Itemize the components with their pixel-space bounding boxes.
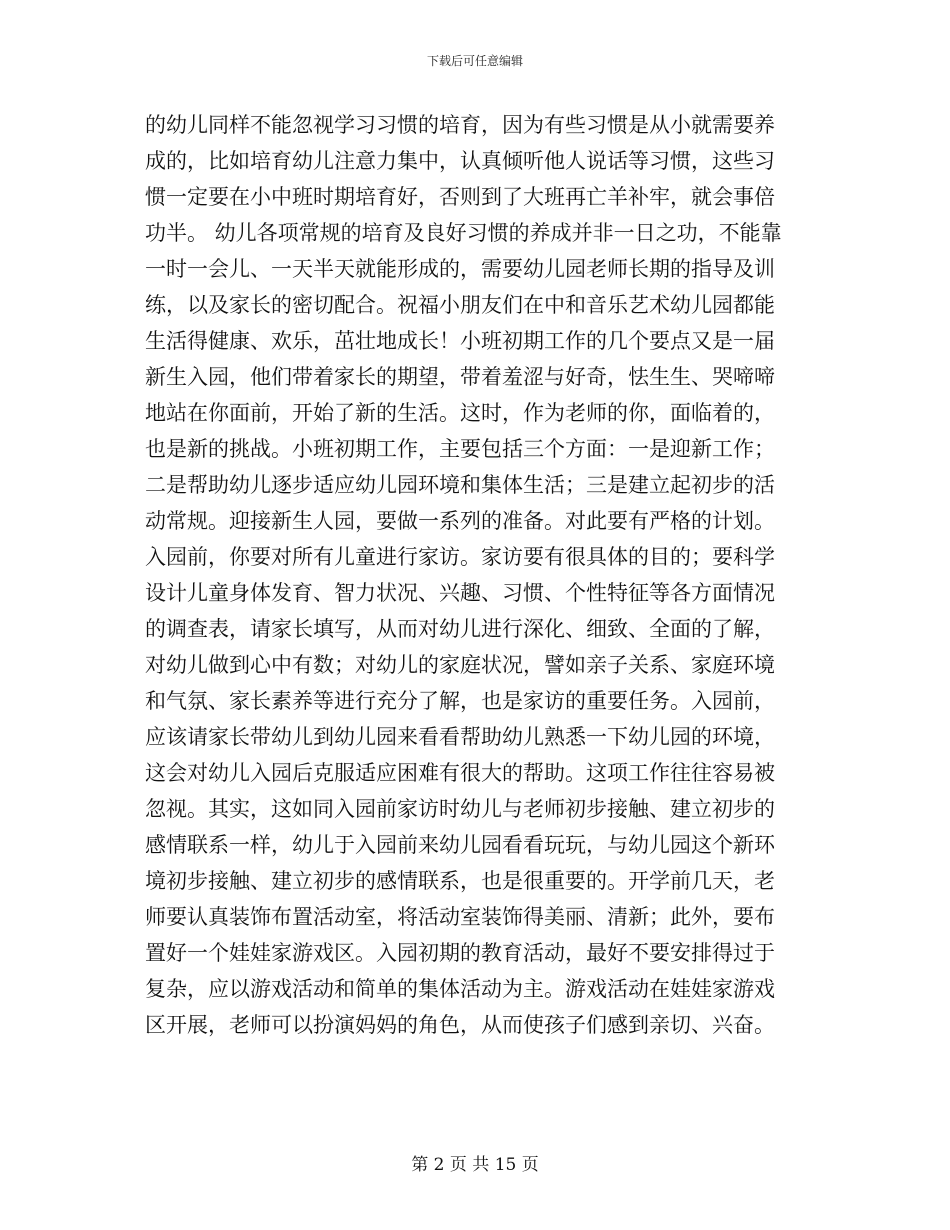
text-line: 对幼儿做到心中有数；对幼儿的家庭状况，譬如亲子关系、家庭环境 <box>145 653 775 677</box>
text-line: 练，以及家长的密切配合。祝福小朋友们在中和音乐艺术幼儿园都能 <box>145 293 775 317</box>
text-line: 复杂，应以游戏活动和简单的集体活动为主。游戏活动在娃娃家游戏 <box>145 977 775 1001</box>
text-line: 二是帮助幼儿逐步适应幼儿园环境和集体生活；三是建立起初步的活 <box>145 473 775 497</box>
text-line: 师要认真装饰布置活动室，将活动室装饰得美丽、清新；此外，要布 <box>145 905 775 929</box>
page-header: 下载后可任意编辑 <box>426 54 523 68</box>
text-line: 区开展，老师可以扮演妈妈的角色，从而使孩子们感到亲切、兴奋。 <box>145 1013 775 1037</box>
text-line: 的调查表，请家长填写，从而对幼儿进行深化、细致、全面的了解， <box>145 617 775 641</box>
text-line: 设计儿童身体发育、智力状况、兴趣、习惯、个性特征等各方面情况 <box>145 581 775 605</box>
text-line: 境初步接触、建立初步的感情联系，也是很重要的。开学前几天，老 <box>145 869 775 893</box>
text-line: 的幼儿同样不能忽视学习习惯的培育，因为有些习惯是从小就需要养 <box>145 113 775 137</box>
text-line: 入园前，你要对所有儿童进行家访。家访要有很具体的目的；要科学 <box>145 545 775 569</box>
text-line: 感情联系一样，幼儿于入园前来幼儿园看看玩玩，与幼儿园这个新环 <box>145 833 775 857</box>
page-footer: 第 2 页 共 15 页 <box>411 1155 539 1175</box>
text-line: 一时一会儿、一天半天就能形成的，需要幼儿园老师长期的指导及训 <box>145 257 775 281</box>
text-line: 这会对幼儿入园后克服适应困难有很大的帮助。这项工作往往容易被 <box>145 761 775 785</box>
body-text <box>145 107 805 1043</box>
text-line: 忽视。其实，这如同入园前家访时幼儿与老师初步接触、建立初步的 <box>145 797 775 821</box>
text-line: 和气氛、家长素养等进行充分了解，也是家访的重要任务。入园前， <box>145 689 775 713</box>
text-line: 生活得健康、欢乐，茁壮地成长！小班初期工作的几个要点又是一届 <box>145 329 775 353</box>
text-line: 惯一定要在小中班时期培育好，否则到了大班再亡羊补牢，就会事倍 <box>145 185 775 209</box>
text-line: 也是新的挑战。小班初期工作，主要包括三个方面：一是迎新工作； <box>145 437 775 461</box>
text-line: 地站在你面前，开始了新的生活。这时，作为老师的你，面临着的， <box>145 401 775 425</box>
text-line: 置好一个娃娃家游戏区。入园初期的教育活动，最好不要安排得过于 <box>145 941 775 965</box>
text-line: 应该请家长带幼儿到幼儿园来看看帮助幼儿熟悉一下幼儿园的环境， <box>145 725 775 749</box>
text-line: 成的，比如培育幼儿注意力集中，认真倾听他人说话等习惯，这些习 <box>145 149 775 173</box>
text-line: 动常规。迎接新生人园，要做一系列的准备。对此要有严格的计划。 <box>145 509 775 533</box>
text-line: 新生入园，他们带着家长的期望，带着羞涩与好奇，怯生生、哭啼啼 <box>145 365 775 389</box>
text-line: 功半。 幼儿各项常规的培育及良好习惯的养成并非一日之功，不能靠 <box>145 221 782 245</box>
